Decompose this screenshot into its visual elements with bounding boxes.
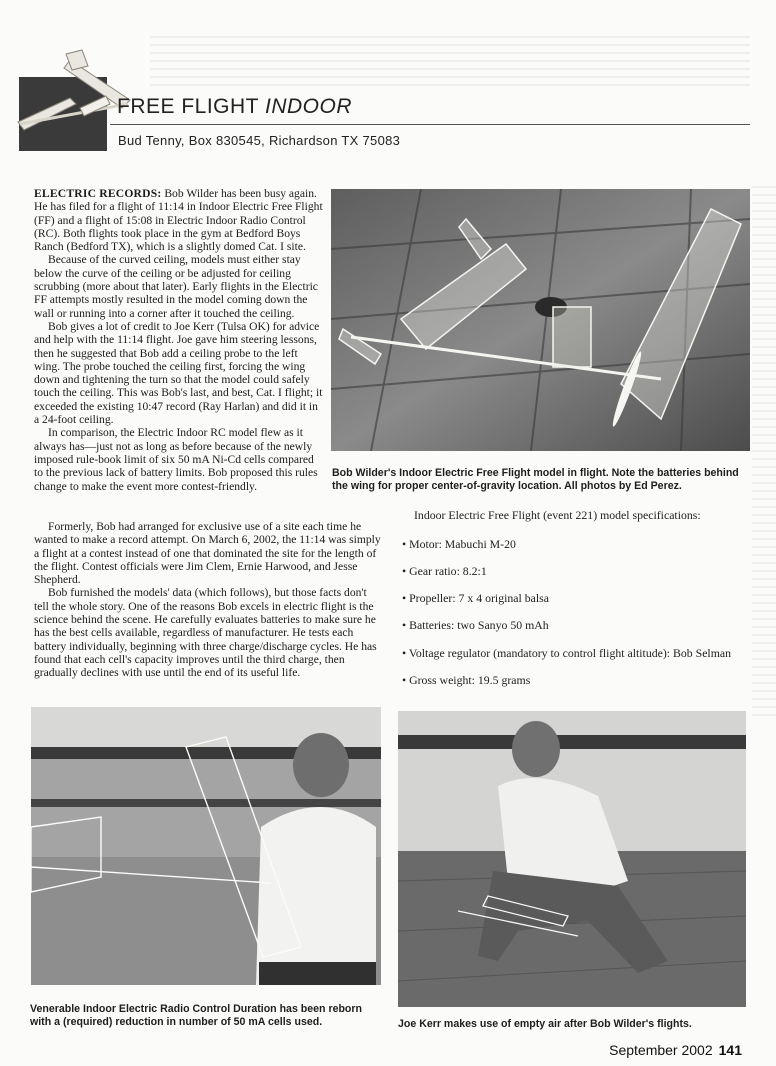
- photo-model-in-flight: [331, 189, 750, 451]
- show-through-top: [150, 30, 750, 88]
- caption-bottom-left: Venerable Indoor Electric Radio Control Duration has been reborn with a (required) reduction in number of 50 mA cells used.: [30, 1003, 362, 1028]
- spec-motor: • Motor: Mabuchi M-20: [402, 537, 516, 551]
- title-main: FREE FLIGHT: [117, 95, 259, 118]
- model-in-flight-illustration: [331, 189, 750, 451]
- bob-wilder-illustration: [31, 707, 381, 985]
- article-paragraph-1: [34, 187, 324, 253]
- spec-batteries: • Batteries: two Sanyo 50 mAh: [402, 618, 549, 632]
- caption-bottom-right: Joe Kerr makes use of empty air after Bob Wilder's flights.: [398, 1018, 692, 1030]
- author-line: Bud Tenny, Box 830545, Richardson TX 75083: [118, 133, 401, 148]
- article-column: [34, 187, 324, 493]
- spec-gear-ratio: • Gear ratio: 8.2:1: [402, 564, 487, 578]
- article-paragraph-5: Formerly, Bob had arranged for exclusive use of a site each time he wanted to make a record attempt. On March 6, 2002, the 11:14 was simply a flight at a contest instead of one that dominated the site for the length of the flight. Contest officials were Jim Clem, Ernie Harwood, and Jesse Shepherd.: [34, 520, 381, 587]
- section-title: [117, 95, 352, 119]
- article-paragraph-2: Because of the curved ceiling, models must either stay below the curve of the ceiling or be adjusted for ceiling scrubbing (more about that later). Early flights in the Electric FF attempts mostly resulted in the model coming down the wall or running into a corner after it touched the ceiling.: [34, 253, 318, 320]
- joe-kerr-illustration: [398, 711, 746, 1007]
- photo-joe-kerr: [398, 711, 746, 1007]
- article-paragraph-6: Bob furnished the models' data (which follows), but those facts don't tell the whole story. One of the reasons Bob excels in electric flight is the science behind the scene. He carefully evaluates batteries to make sure he has the best cells available, regardless of manufacturer. He tests each battery individually, beginning with three charge/discharge cycles. He has found that each cell's capacity improves until the third charge, then gradually declines with use until the end of its useful life.: [34, 586, 377, 680]
- spec-voltage-regulator: • Voltage regulator (mandatory to control flight altitude): Bob Selman: [402, 646, 732, 660]
- spec-propeller: • Propeller: 7 x 4 original balsa: [402, 591, 549, 605]
- spec-gross-weight: • Gross weight: 19.5 grams: [402, 673, 531, 687]
- article-paragraph-3: Bob gives a lot of credit to Joe Kerr (Tulsa OK) for advice and help with the 11:14 flight. Joe gave him steering lessons, then he suggested that Bob add a ceiling probe to the left wing. The probe touched the ceiling first, forcing the wing down and tightening the turn so that the model could safely touch the ceiling. This was Bob's last, and best, Cat. I flight; it exceeded the existing 10:47 record (Ray Harlan) and did it in a 24-foot ceiling.: [34, 319, 323, 427]
- article-continued: [34, 520, 384, 680]
- page-number: 141: [718, 1042, 742, 1058]
- lead-label: ELECTRIC RECORDS:: [34, 187, 162, 200]
- show-through-right: [752, 180, 776, 720]
- paragraph-1-text: Bob Wilder has been busy again. He has filed for a flight of 11:14 in Indoor Electric Free Flight (FF) and a flight of 15:08 in Electric Indoor Radio Control (RC). Both flights took place in the gym at Bedford Boys Ranch (Bedford TX), which is a slightly domed Cat. I site.: [34, 187, 323, 254]
- article-paragraph-4: In comparison, the Electric Indoor RC model flew as it always has—just not as long as before because of the newly imposed rule-book limit of six 50 mA Ni-Cd cells compared to the previous lack of battery limits. Bob proposed this rules change to make the event more contest-friendly.: [34, 426, 318, 493]
- title-indoor: INDOOR: [264, 95, 352, 118]
- header-rule: [110, 124, 750, 125]
- issue-date: September 2002: [609, 1042, 713, 1058]
- photo-bob-wilder: [31, 707, 381, 985]
- page-footer: [609, 1042, 742, 1058]
- specs-heading: Indoor Electric Free Flight (event 221) model specifications:: [414, 508, 701, 522]
- caption-top-photo: Bob Wilder's Indoor Electric Free Flight model in flight. Note the batteries behind the wing for proper center-of-gravity location. All photos by Ed Perez.: [332, 467, 739, 492]
